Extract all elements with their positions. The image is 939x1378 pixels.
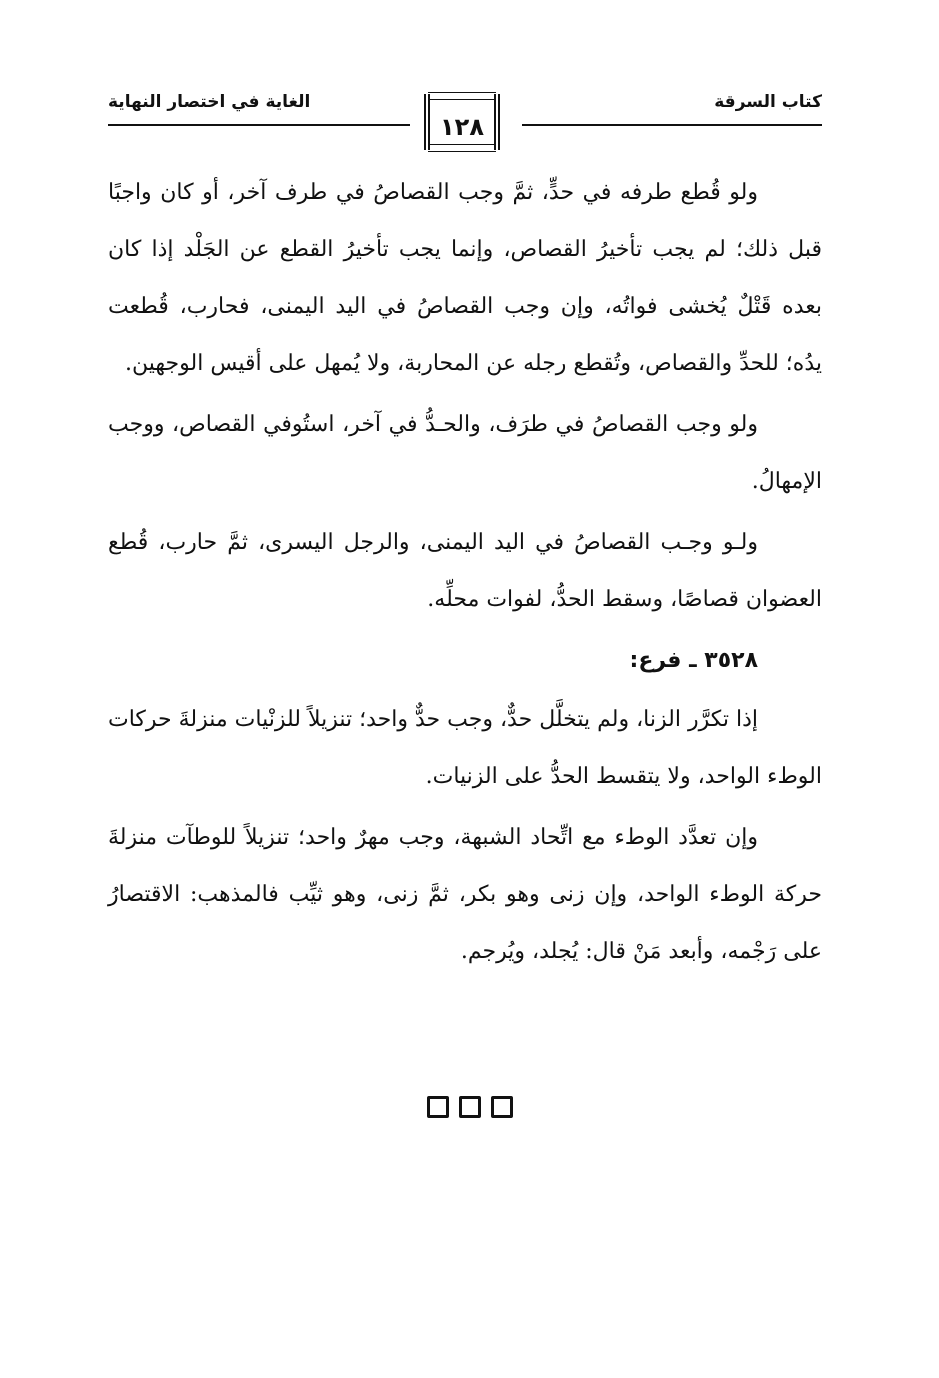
paragraph: ولـو وجـب القصاصُ في اليد اليمنى، والرجل اليسرى، ثمَّ حارب، قُطع العضوان قصاصًا، وسقط الحدُّ، لفوات محلِّه. bbox=[108, 530, 822, 612]
page-number-frame bbox=[424, 94, 500, 150]
end-ornament bbox=[0, 1096, 939, 1118]
paragraph: إذا تكرَّر الزنا، ولم يتخلَّل حدٌّ، وجب حدٌّ واحد؛ تنزيلاً للزنْيات منزلةَ حركات الوطء الواحد، ولا يتقسط الحدُّ على الزنيات. bbox=[108, 707, 822, 789]
text-body bbox=[108, 164, 822, 984]
paragraph: ولو قُطع طرفه في حدٍّ، ثمَّ وجب القصاصُ في طرف آخر، أو كان واجبًا قبل ذلك؛ لم يجب تأخيرُ القصاص، وإنما يجب تأخيرُ القطع عن الجَلْد إذا كان بعده قَتْلٌ يُخشى فواتُه، وإن وجب القصاصُ في اليد اليمنى، فحارب، قُطعت يدُه؛ للحدِّ والقصاص، وتُقطع رجله عن المحاربة، ولا يُمهل على أقيس الوجهين. bbox=[108, 180, 822, 376]
chapter-title: كتاب السرقة bbox=[714, 92, 822, 112]
header-rule-left bbox=[108, 124, 410, 126]
end-square-icon bbox=[491, 1096, 513, 1118]
book-title: الغاية في اختصار النهاية bbox=[108, 92, 311, 112]
header-rule-right bbox=[522, 124, 822, 126]
paragraph: ولو وجب القصاصُ في طرَف، والحـدُّ في آخر، استُوفي القصاص، ووجب الإمهالُ. bbox=[108, 412, 822, 494]
paragraph: وإن تعدَّد الوطء مع اتِّحاد الشبهة، وجب مهرٌ واحد؛ تنزيلاً للوطآت منزلةَ حركة الوطء الواحد، وإن زنى وهو بكر، ثمَّ زنى، وهو ثيِّب فالمذهب: الاقتصارُ على رَجْمه، وأبعد مَنْ قال: يُجلد، ويُرجم. bbox=[108, 825, 822, 964]
end-square-icon bbox=[459, 1096, 481, 1118]
section-heading: ٣٥٢٨ ـ فرع: bbox=[629, 648, 758, 673]
end-square-icon bbox=[427, 1096, 449, 1118]
page-number: ١٢٨ bbox=[440, 113, 484, 141]
page-header bbox=[108, 92, 822, 162]
